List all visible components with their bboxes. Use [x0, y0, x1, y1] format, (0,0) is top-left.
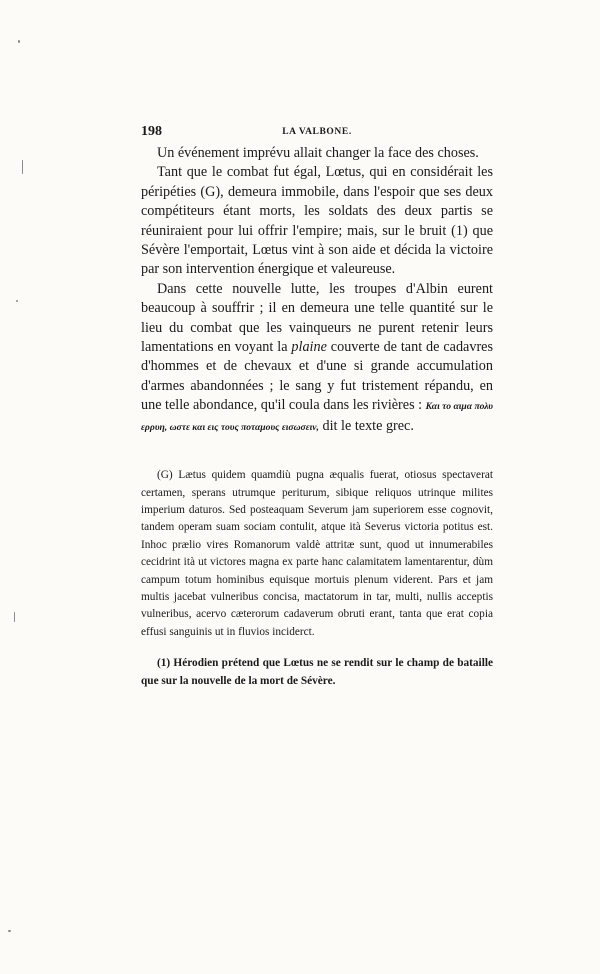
footnotes: [141, 467, 493, 690]
paragraph-1: Un événement imprévu allait changer la face des choses.: [157, 145, 479, 161]
page-header: [141, 124, 493, 144]
book-page: [141, 124, 493, 690]
paragraph-3-end: dit le texte grec.: [318, 417, 414, 434]
paragraph-2: Tant que le combat fut égal, Lœtus, qui en considérait les péripéties (G), demeura immobile, dans l'espoir que ses deux compétiteurs étant morts, les soldats des deux partis se réuniraient pour lui offrir l'empire; mais, sur le bruit (1) que Sévère l'emportait, Lœtus vint à son aide et décida la victoire par son intervention énergique et valeureuse.: [141, 164, 493, 278]
main-text: [141, 144, 493, 437]
paragraph-3-text: Dans cette nouvelle lutte, les troupes d'Albin eurent beaucoup à souffrir ; il en demeura une telle quantité sur le lieu du combat que les vainqueurs ne purent retenir leurs lamentations en voyant la: [141, 280, 493, 356]
greek-quote: Και το αιμα πολυ ερρυη, ωστε και εις τους ποταμους εισωσειν,: [141, 401, 494, 433]
paragraph-3: [141, 280, 493, 437]
footnote-g: (G) Lætus quidem quamdiù pugna æqualis fuerat, otiosus spectaverat certamen, sperans utrumque periturum, sibique reliquos utrinque milites imperium daturos. Sed posteaquam Severum jam superiorem esse cognovit, tandem operam suam sociam contulit, atque ità Severus victoria potitus est. Inhoc prælio vires Romanorum valdè attritæ sunt, quod ut innumerabiles cecidrint ità ut victores magna ex parte hanc calamitatem lamentarentur, dùm campum totum hominibus equisque mortuis plenum viderent. Pars et jam multis jacebat vulneribus concisa, mactatorum in tar, multi, nullis acceptis vulneribus, acervo cæterorum cadaverum obruti erant, tanta que erat copia effusi sanguinis ut in fluvios inciderct.: [141, 469, 493, 638]
page-number: 198: [141, 124, 162, 139]
margin-speck: [8, 930, 11, 932]
paragraph-3-continued: couverte de tant de cadavres d'hommes et de chevaux et d'une si grande accumulation d'armes abandonnées ; le sang y fut tristement répandu, en une telle abondance, qu'il coula dans les rivières :: [141, 339, 493, 414]
running-title: LA VALBONE.: [282, 127, 352, 137]
margin-speck: [22, 160, 23, 174]
margin-speck: [18, 40, 20, 43]
plaine-emphasis: plaine: [291, 339, 327, 356]
margin-speck: [16, 300, 18, 302]
footnote-1: (1) Hérodien prétend que Lœtus ne se rendit sur le champ de bataille que sur la nouvelle de la mort de Sévère.: [141, 657, 493, 687]
margin-speck: [14, 612, 15, 622]
